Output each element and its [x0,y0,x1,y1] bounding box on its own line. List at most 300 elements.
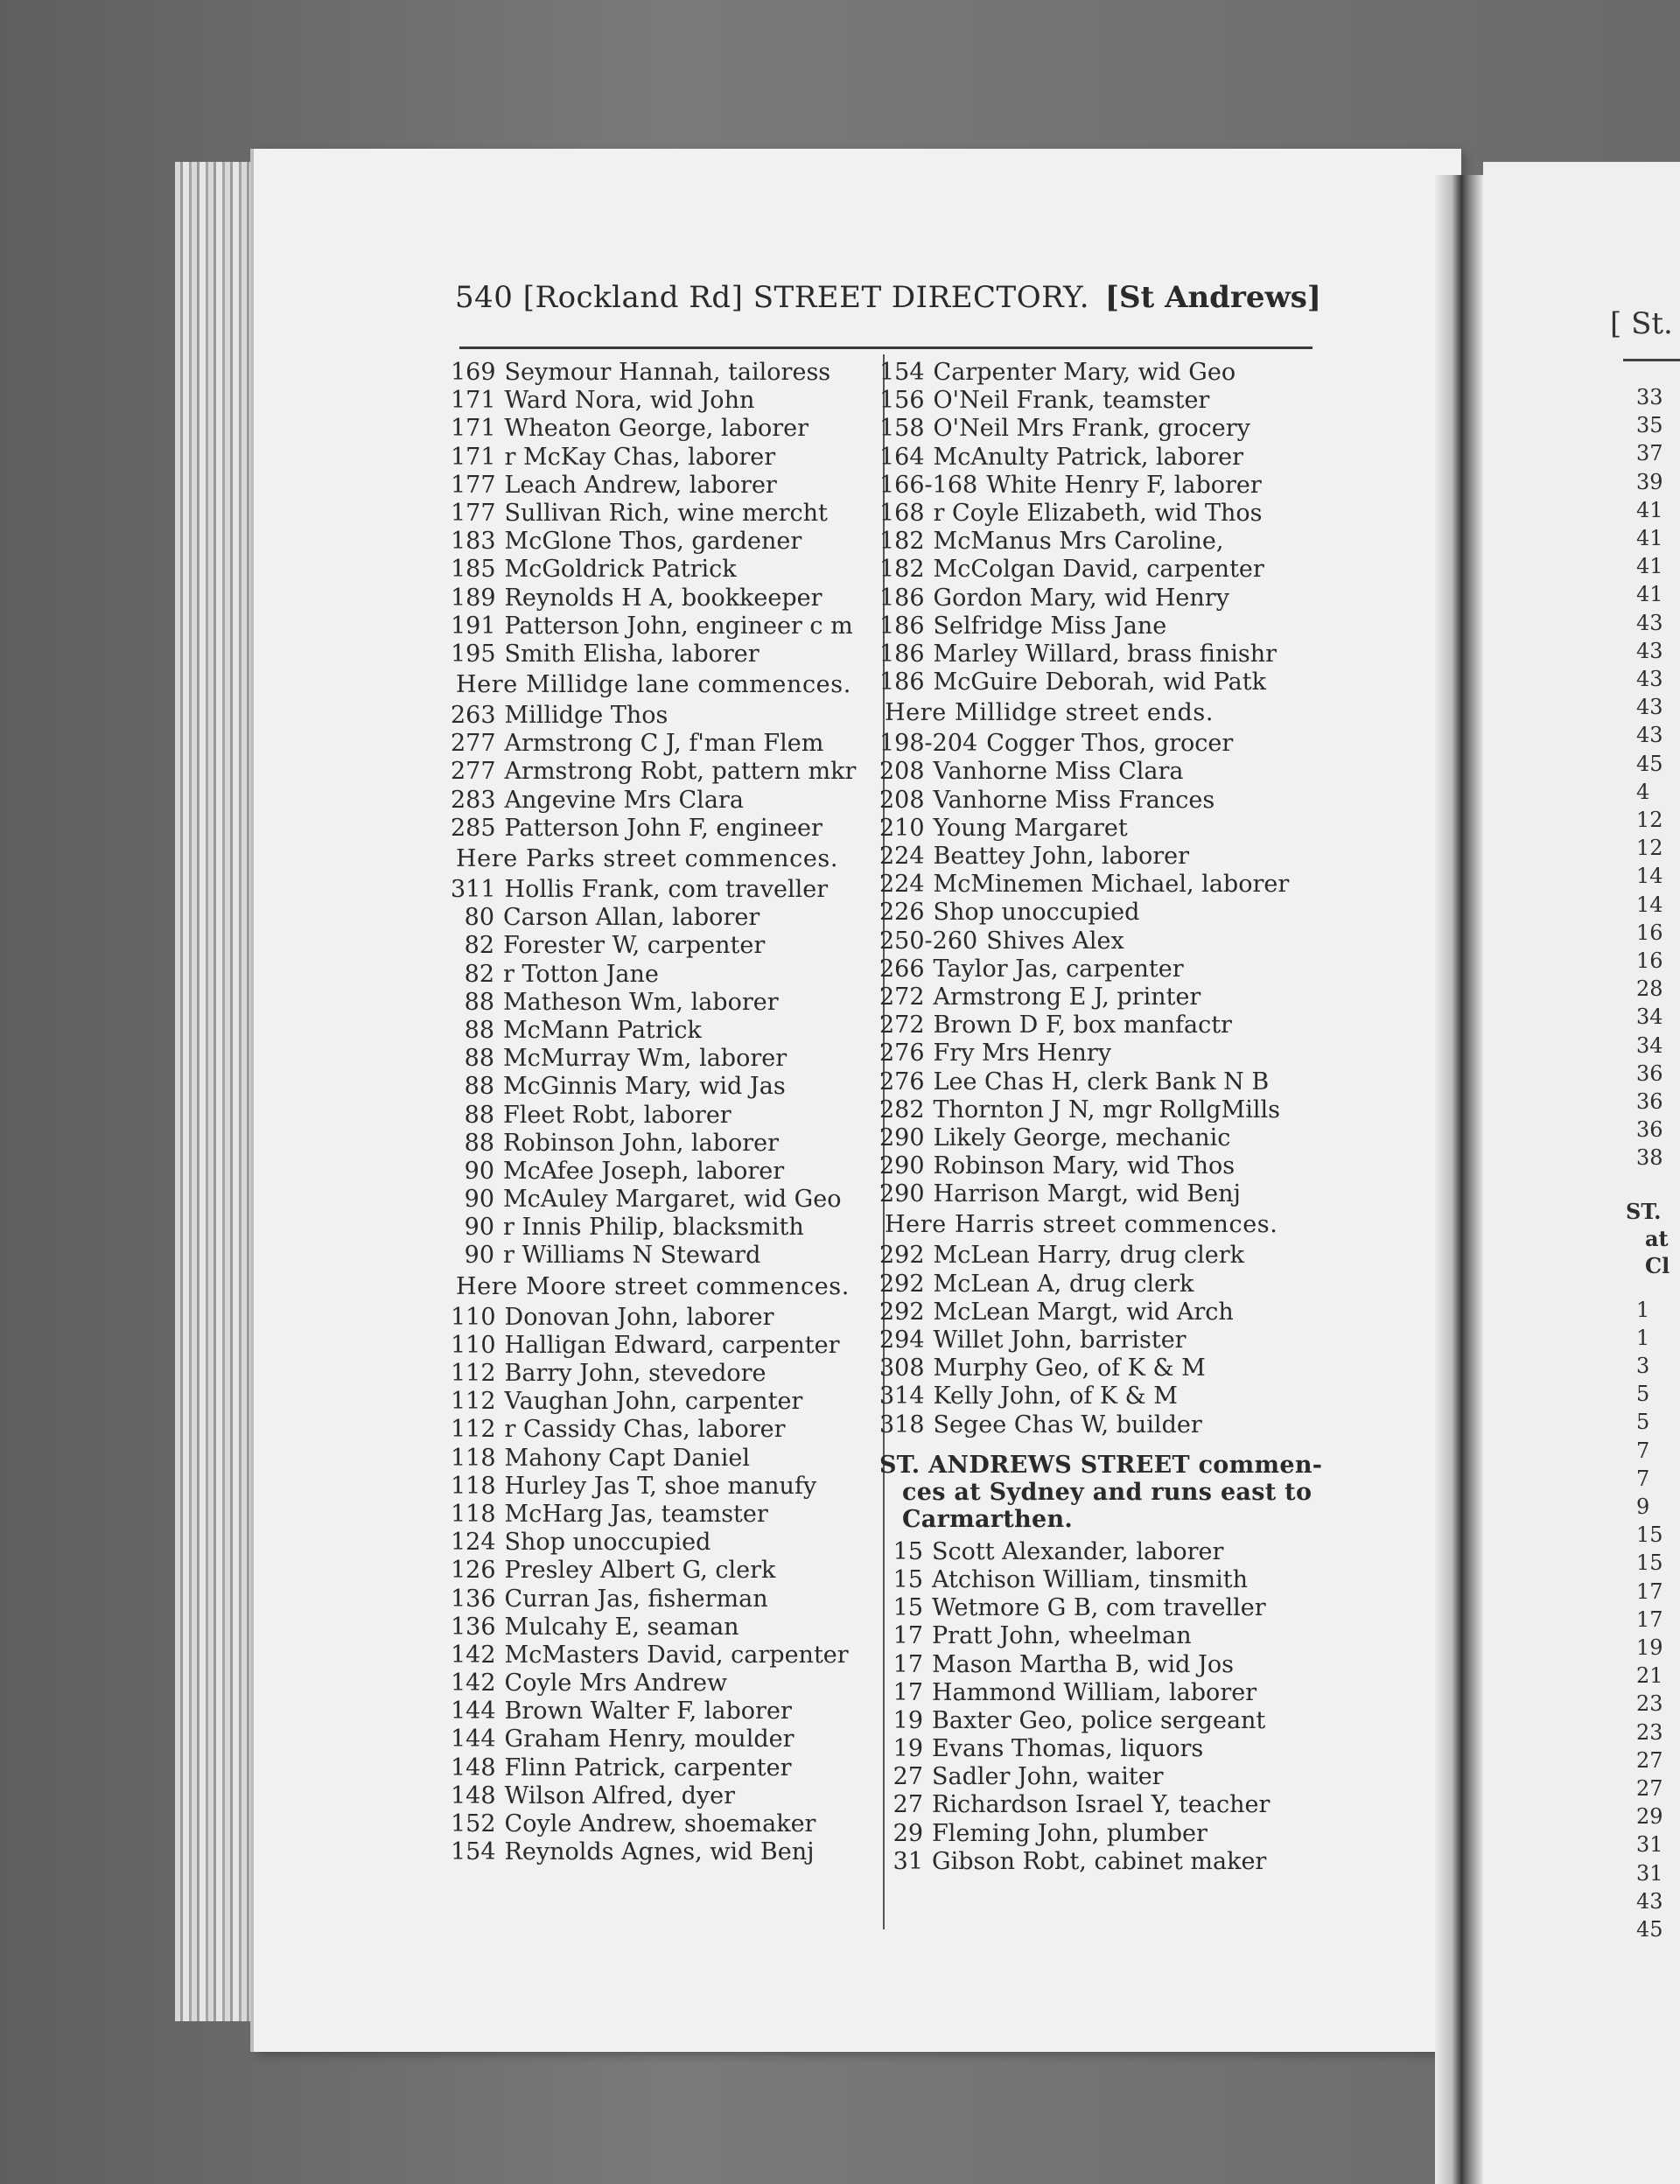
resident-name: Taylor Jas, carpenter [933,955,1184,983]
directory-entry [451,1557,879,1585]
house-number: 90 [464,1242,494,1270]
street-heading-line: ces at Sydney and runs east to [902,1478,1312,1506]
house-number: 224 [879,871,925,899]
resident-name: Pratt John, wheelman [932,1622,1192,1650]
house-number: 195 [451,640,496,668]
street-heading [879,1439,1323,1538]
resident-name: Armstrong E J, printer [933,983,1201,1011]
resident-name: Thornton J N, mgr RollgMills [933,1096,1280,1124]
resident-name: Vanhorne Miss Clara [933,758,1184,786]
resident-name: McGinnis Mary, wid Jas [503,1073,786,1101]
resident-name: Robinson Mary, wid Thos [933,1152,1236,1180]
resident-name: Harrison Margt, wid Benj [933,1180,1241,1208]
resident-name: Likely George, mechanic [933,1124,1231,1152]
house-number: 186 [879,612,925,640]
resident-name: White Henry F, laborer [986,471,1262,499]
resident-name: McMann Patrick [503,1016,702,1044]
directory-entry [451,1586,879,1614]
resident-name: Ward Nora, wid John [504,387,755,415]
facing-page-number: 4 [1636,779,1650,804]
facing-page-number: 45 [1636,751,1663,776]
facing-page-number: 23 [1636,1691,1663,1717]
directory-entry [451,1698,879,1726]
directory-entry [879,730,1308,758]
directory-entry [879,1763,1308,1791]
directory-entry [451,584,879,612]
resident-name: Barry John, stevedore [504,1360,766,1387]
house-number: 226 [879,899,925,927]
directory-entry [879,1180,1308,1208]
directory-entry [879,871,1308,899]
resident-name: Mason Martha B, wid Jos [932,1650,1234,1678]
house-number: 17 [892,1622,923,1650]
section-note: Here Harris street commences. [885,1211,1278,1239]
resident-name: Reynolds Agnes, wid Benj [504,1838,815,1866]
house-number: 136 [451,1585,496,1613]
resident-name: Young Margaret [933,814,1128,842]
resident-name: Donovan John, laborer [504,1303,774,1331]
resident-name: Wilson Alfred, dyer [504,1782,736,1810]
resident-name: Presley Albert G, clerk [504,1557,776,1585]
section-note: Here Millidge lane commences. [456,671,851,699]
directory-entry [879,415,1308,443]
directory-entry [451,1304,879,1332]
left-column [451,359,879,1866]
house-number: 118 [451,1472,496,1500]
house-number: 272 [879,1012,925,1040]
resident-name: Graham Henry, moulder [504,1726,794,1754]
resident-name: Cogger Thos, grocer [986,730,1234,758]
directory-entry [879,843,1308,871]
resident-name: r Coyle Elizabeth, wid Thos [933,499,1263,527]
resident-name: Wetmore G B, com traveller [932,1594,1266,1622]
facing-page-number: 12 [1636,836,1663,861]
facing-page-number: 31 [1636,1832,1663,1858]
directory-entry [879,528,1308,556]
directory-entry [879,1382,1308,1410]
facing-page-number: 29 [1636,1804,1663,1830]
facing-page-number: 39 [1636,469,1663,494]
resident-name: Hollis Frank, com traveller [504,876,829,903]
directory-entry [451,1388,879,1416]
house-number: 224 [879,843,925,870]
house-number: 82 [464,960,494,988]
header-rule [459,346,1312,349]
directory-entry [879,500,1308,528]
directory-entry [451,1416,879,1444]
directory-entry [451,961,879,989]
directory-entry [879,387,1308,415]
resident-name: McAnulty Patrick, laborer [933,443,1244,471]
resident-name: McAuley Margaret, wid Geo [503,1186,842,1214]
house-number: 148 [451,1782,496,1810]
facing-page-number: 14 [1636,892,1663,917]
resident-name: Leach Andrew, laborer [504,471,777,499]
facing-page-heading-fragment: Cl [1645,1252,1670,1278]
directory-entry [879,584,1308,612]
house-number: 29 [892,1819,923,1847]
facing-page-number: 27 [1636,1776,1663,1801]
page-title: 540 [Rockland Rd] STREET DIRECTORY. [455,280,1090,315]
house-number: 112 [451,1360,496,1387]
house-number: 156 [879,387,925,415]
directory-entry [879,1679,1308,1707]
house-number: 88 [464,1016,494,1044]
house-number: 164 [879,443,925,471]
resident-name: Smith Elisha, laborer [504,640,760,668]
house-number: 88 [464,1101,494,1129]
directory-entry [451,359,879,387]
resident-name: Kelly John, of K & M [933,1382,1178,1410]
resident-name: Carson Allan, laborer [503,904,760,932]
resident-name: r Totton Jane [503,960,659,988]
house-number: 171 [451,387,496,415]
house-number: 311 [451,876,496,903]
house-number: 152 [451,1810,496,1838]
house-number: 266 [879,955,925,983]
resident-name: Patterson John, engineer c m [504,612,853,640]
resident-name: McMurray Wm, laborer [503,1045,788,1073]
house-number: 126 [451,1557,496,1585]
directory-entry [879,1735,1308,1763]
facing-page-number: 16 [1636,920,1663,945]
directory-entry [879,1270,1308,1298]
directory-entry [879,1326,1308,1354]
resident-name: McHarg Jas, teamster [504,1500,768,1528]
directory-entry [879,1651,1308,1679]
directory-entry [451,500,879,528]
facing-page-number: 14 [1636,864,1663,889]
resident-name: Willet John, barrister [933,1326,1186,1354]
directory-entry [879,1298,1308,1326]
resident-name: McGuire Deborah, wid Patk [933,668,1266,696]
resident-name: Shop unoccupied [933,899,1140,927]
facing-page-number: 16 [1636,948,1663,973]
house-number: 158 [879,415,925,443]
resident-name: Hurley Jas T, shoe manufy [504,1472,817,1500]
directory-entry [451,815,879,843]
house-number: 276 [879,1040,925,1068]
resident-name: Flinn Patrick, carpenter [504,1754,792,1782]
house-number: 171 [451,443,496,471]
directory-entry [451,415,879,443]
house-number: 285 [451,814,496,842]
house-number: 186 [879,584,925,612]
directory-entry [879,899,1308,927]
house-number: 27 [892,1791,923,1819]
house-number: 118 [451,1500,496,1528]
resident-name: Matheson Wm, laborer [503,988,779,1016]
facing-page-number: 12 [1636,808,1663,832]
resident-name: Coyle Mrs Andrew [504,1670,728,1698]
resident-name: Millidge Thos [504,702,668,730]
facing-page-rule [1623,359,1680,361]
directory-entry [879,1242,1308,1270]
facing-page-number: 19 [1636,1635,1663,1660]
facing-page-number: 43 [1636,723,1663,748]
resident-name: Marley Willard, brass finishr [933,640,1278,668]
directory-entry [451,1214,879,1242]
resident-name: r Williams N Steward [503,1242,761,1270]
house-number: 191 [451,612,496,640]
resident-name: r McKay Chas, laborer [504,443,776,471]
house-number: 186 [879,668,925,696]
directory-entry [879,1791,1308,1819]
directory-entry [451,1445,879,1473]
facing-page-number: 28 [1636,976,1663,1002]
directory-entry [879,1012,1308,1040]
house-number: 277 [451,758,496,786]
house-number: 112 [451,1416,496,1444]
facing-page-number: 23 [1636,1719,1663,1745]
facing-page-number: 34 [1636,1004,1663,1030]
house-number: 166-168 [879,471,978,499]
house-number: 169 [451,359,496,386]
facing-page-number: 41 [1636,526,1663,550]
facing-page-number: 15 [1636,1550,1663,1576]
resident-name: r Cassidy Chas, laborer [504,1416,786,1444]
facing-page-heading-fragment: ST. [1626,1198,1662,1224]
resident-name: Shop unoccupied [504,1529,711,1557]
directory-entry [451,989,879,1017]
house-number: 118 [451,1444,496,1472]
facing-page-number: 45 [1636,1917,1663,1942]
house-number: 183 [451,528,496,556]
directory-entry [451,787,879,815]
resident-name: Halligan Edward, carpenter [504,1331,840,1359]
resident-name: Curran Jas, fisherman [504,1585,768,1613]
directory-entry [451,1130,879,1158]
house-number: 210 [879,814,925,842]
directory-entry [451,1529,879,1557]
facing-page-number: 36 [1636,1089,1663,1114]
book-gutter [1435,175,1483,2184]
resident-name: Mulcahy E, seaman [504,1613,739,1641]
house-number: 19 [892,1706,923,1734]
directory-entry [451,1501,879,1529]
directory-entry [451,1332,879,1360]
directory-entry [451,1614,879,1642]
facing-page-number: 21 [1636,1663,1663,1689]
resident-name: Atchison William, tinsmith [932,1565,1248,1593]
facing-page-number: 43 [1636,1888,1663,1914]
directory-entry [451,1073,879,1101]
directory-entry [451,1473,879,1501]
directory-entry [451,1242,879,1270]
house-number: 182 [879,556,925,584]
resident-name: McMasters David, carpenter [504,1641,849,1669]
resident-name: McLean Harry, drug clerk [933,1242,1245,1270]
facing-page-number: 31 [1636,1860,1663,1886]
house-number: 168 [879,499,925,527]
house-number: 124 [451,1529,496,1557]
directory-entry [879,1152,1308,1180]
facing-page-number: 7 [1636,1438,1650,1463]
house-number: 292 [879,1298,925,1326]
facing-page-number: 5 [1636,1410,1650,1435]
house-number: 290 [879,1180,925,1208]
resident-name: Robinson John, laborer [503,1129,780,1157]
resident-name: Carpenter Mary, wid Geo [933,359,1236,386]
directory-entry [451,1158,879,1186]
resident-name: Beattey John, laborer [933,843,1190,870]
directory-entry [451,1045,879,1073]
facing-page-number: 9 [1636,1494,1650,1519]
resident-name: Fleet Robt, laborer [503,1101,732,1129]
street-heading-line: ST. ANDREWS STREET commen- [879,1451,1323,1479]
section-note: Here Parks street commences. [456,845,839,872]
facing-page-number: 36 [1636,1060,1663,1086]
house-number: 277 [451,730,496,758]
house-number: 250-260 [879,927,978,955]
facing-page-number: 43 [1636,695,1663,720]
facing-page-number: 5 [1636,1382,1650,1407]
house-number: 185 [451,556,496,584]
resident-name: Fleming John, plumber [932,1819,1208,1847]
facing-page-number: 36 [1636,1117,1663,1143]
house-number: 198-204 [879,730,978,758]
facing-page-number: 41 [1636,497,1663,522]
resident-name: Vaughan John, carpenter [504,1388,803,1416]
facing-page-number: 41 [1636,554,1663,579]
directory-entry [451,1838,879,1866]
facing-page-number: 34 [1636,1032,1663,1058]
house-number: 290 [879,1124,925,1152]
house-number: 17 [892,1650,923,1678]
house-number: 144 [451,1726,496,1754]
facing-page-number: 15 [1636,1522,1663,1548]
directory-entry [451,1670,879,1698]
house-number: 318 [879,1410,925,1438]
facing-page-number: 35 [1636,413,1663,438]
directory-entry [879,1124,1308,1152]
directory-entry [451,444,879,472]
house-number: 290 [879,1152,925,1180]
directory-entry [451,640,879,668]
resident-name: Angevine Mrs Clara [504,786,744,814]
facing-page-number: 43 [1636,610,1663,635]
facing-page-number: 17 [1636,1578,1663,1604]
facing-page-number: 17 [1636,1606,1663,1632]
resident-name: McManus Mrs Caroline, [933,528,1224,556]
directory-entry [451,1017,879,1045]
directory-entry [879,984,1308,1012]
street-heading-line: Carmarthen. [902,1505,1074,1533]
facing-page-number: 27 [1636,1747,1663,1773]
resident-name: Evans Thomas, liquors [932,1735,1204,1763]
directory-entry [879,556,1308,584]
directory-entry [879,1040,1308,1068]
house-number: 110 [451,1331,496,1359]
house-number: 112 [451,1388,496,1416]
house-number: 88 [464,988,494,1016]
resident-name: McAfee Joseph, laborer [503,1157,785,1185]
house-number: 292 [879,1242,925,1270]
facing-page-number: 43 [1636,667,1663,691]
resident-name: McGlone Thos, gardener [504,528,802,556]
directory-entry [451,528,879,556]
house-number: 182 [879,528,925,556]
house-number: 208 [879,786,925,814]
directory-entry [879,1594,1308,1622]
running-head [455,280,1321,324]
resident-name: McGoldrick Patrick [504,556,737,584]
resident-name: Baxter Geo, police sergeant [932,1706,1266,1734]
house-number: 294 [879,1326,925,1354]
directory-entry [879,1707,1308,1735]
directory-entry [879,758,1308,786]
right-column [879,359,1323,1876]
house-number: 186 [879,640,925,668]
directory-entry [879,1096,1308,1124]
resident-name: Mahony Capt Daniel [504,1444,751,1472]
resident-name: Seymour Hannah, tailoress [504,359,831,386]
facing-page-number: 38 [1636,1145,1663,1171]
house-number: 171 [451,415,496,443]
resident-name: Lee Chas H, clerk Bank N B [933,1068,1270,1096]
directory-entry [879,1411,1308,1439]
house-number: 88 [464,1073,494,1101]
house-number: 154 [879,359,925,386]
resident-name: Scott Alexander, laborer [932,1537,1224,1565]
facing-page-number: 43 [1636,638,1663,663]
resident-name: Reynolds H A, bookkeeper [504,584,822,612]
directory-entry [451,1642,879,1670]
house-number: 154 [451,1838,496,1866]
resident-name: O'Neil Frank, teamster [933,387,1210,415]
resident-name: Patterson John F, engineer [504,814,822,842]
house-number: 144 [451,1698,496,1726]
directory-entry [879,1848,1308,1876]
resident-name: O'Neil Mrs Frank, grocery [933,415,1250,443]
house-number: 19 [892,1735,923,1763]
directory-entry [451,1102,879,1130]
house-number: 90 [464,1157,494,1185]
resident-name: Forester W, carpenter [503,932,766,960]
directory-entry [879,787,1308,815]
directory-entry [879,444,1308,472]
directory-entry [451,1726,879,1754]
house-number: 142 [451,1670,496,1698]
resident-name: Gordon Mary, wid Henry [933,584,1229,612]
resident-name: McColgan David, carpenter [933,556,1264,584]
resident-name: McLean Margt, wid Arch [933,1298,1234,1326]
house-number: 283 [451,786,496,814]
directory-entry [879,1820,1308,1848]
resident-name: Brown D F, box manfactr [933,1012,1232,1040]
house-number: 142 [451,1641,496,1669]
house-number: 82 [464,932,494,960]
directory-entry [879,472,1308,500]
resident-name: Sullivan Rich, wine mercht [504,499,828,527]
directory-entry [451,904,879,932]
directory-entry [451,472,879,500]
resident-name: McLean A, drug clerk [933,1270,1194,1298]
directory-entry [879,359,1308,387]
section-title: [St Andrews] [1104,280,1321,315]
resident-name: McMinemen Michael, laborer [933,871,1290,899]
resident-name: Wheaton George, laborer [504,415,809,443]
resident-name: Coyle Andrew, shoemaker [504,1810,816,1838]
directory-entry [451,556,879,584]
directory-entry [879,956,1308,984]
directory-entry [451,932,879,960]
directory-entry [451,1754,879,1782]
directory-entry [451,1360,879,1388]
house-number: 189 [451,584,496,612]
house-number: 90 [464,1186,494,1214]
directory-entry [451,758,879,786]
